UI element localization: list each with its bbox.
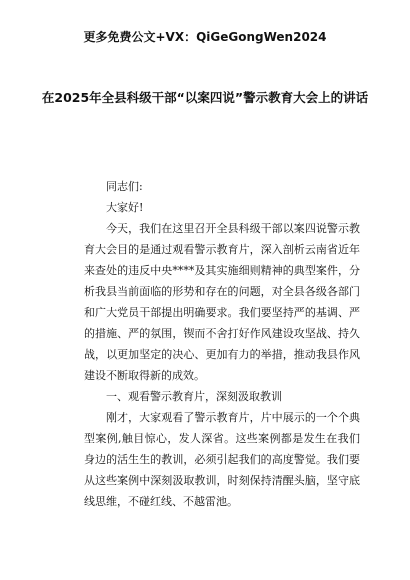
greeting: 大家好! xyxy=(106,201,144,214)
paragraph-intro: 今天，我们在这里召开全县科级干部以案四说警示教育大会目的是通过观看警示教育片，深入剖析云南省近年来查处的违反中央****及其实施细则精神的典型案件，分析我县当前面临的形势和存在的问题，对全县各级各部门和广大党员干部提出明确要求。我们要坚持严的基调、严的措施、严的氛围，锲而不舍打好作风建设攻坚战、持久战，以更加坚定的决心、更加有力的举措，推动我县作风建设不断取得新的成效。 xyxy=(84,222,360,382)
section-heading-1: 一、观看警示教育片，深刻汲取教训 xyxy=(106,390,282,403)
document-body xyxy=(84,176,360,512)
promo-header: 更多免费公文+VX：QiGeGongWen2024 xyxy=(83,30,327,44)
document-title: 在2025年全县科级干部“以案四说”警示教育大会上的讲话 xyxy=(41,90,369,105)
salutation: 同志们: xyxy=(106,180,143,193)
paragraph-section-1: 刚才，大家观看了警示教育片，片中展示的一个个典型案例,触目惊心，发人深省。这些案例都是发生在我们身边的活生生的教训，必须引起我们的高度警觉。我们要从这些案例中深刻汲取教训，时刻保持清醒头脑，坚守底线思维，不碰红线、不越雷池。 xyxy=(84,411,360,508)
